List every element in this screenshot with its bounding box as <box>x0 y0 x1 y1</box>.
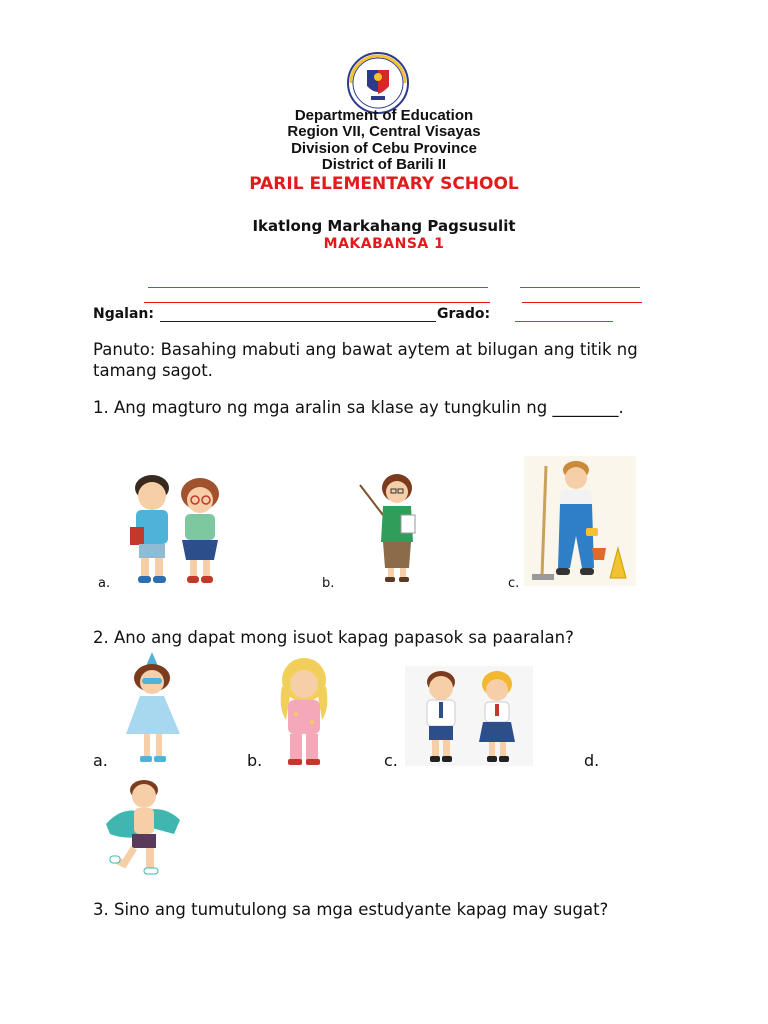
exam-title: Ikatlong Markahang Pagsusulit <box>252 217 516 235</box>
header-line-2: Region VII, Central Visayas <box>287 123 481 140</box>
subject-title: MAKABANSA 1 <box>323 236 445 252</box>
blank-line <box>522 302 642 303</box>
question-2: 2. Ano ang dapat mong isuot kapag papasok sa paaralan? <box>93 628 574 647</box>
header-line-3: Division of Cebu Province <box>291 140 477 157</box>
children-in-school-uniform-image <box>405 666 533 766</box>
girl-in-pajamas-image <box>268 656 340 768</box>
option-2a-letter: a. <box>93 751 108 770</box>
option-1b-letter: b. <box>322 576 335 591</box>
blank-line <box>520 287 640 288</box>
two-students-with-backpacks-image <box>122 472 230 587</box>
header-line-1: Department of Education <box>294 107 474 124</box>
deped-seal-logo <box>347 52 409 114</box>
grade-label: Grado: <box>437 306 491 322</box>
blank-line <box>148 287 488 288</box>
option-1c-letter: c. <box>508 576 520 591</box>
instructions: Panuto: Basahing mabuti ang bawat aytem at bilugan ang titik ng tamang sagot. <box>93 340 638 380</box>
option-2b-letter: b. <box>247 751 263 770</box>
boy-with-towel-image <box>102 776 184 876</box>
name-label: Ngalan: <box>93 306 154 322</box>
option-2d-letter: d. <box>584 751 600 770</box>
janitor-with-mop-image <box>524 456 636 586</box>
teacher-with-pointer-image <box>355 470 430 585</box>
header-line-4: District of Barili II <box>321 156 447 173</box>
girl-in-party-dress-image <box>122 652 194 766</box>
grade-field[interactable] <box>515 321 613 322</box>
option-1a-letter: a. <box>98 576 111 591</box>
question-3: 3. Sino ang tumutulong sa mga estudyante kapag may sugat? <box>93 900 609 919</box>
option-2c-letter: c. <box>384 751 398 770</box>
school-name: PARIL ELEMENTARY SCHOOL <box>249 174 519 194</box>
blank-line <box>144 302 490 303</box>
question-1: 1. Ang magturo ng mga aralin sa klase ay tungkulin ng ________. <box>93 398 624 417</box>
name-field[interactable] <box>160 321 436 322</box>
